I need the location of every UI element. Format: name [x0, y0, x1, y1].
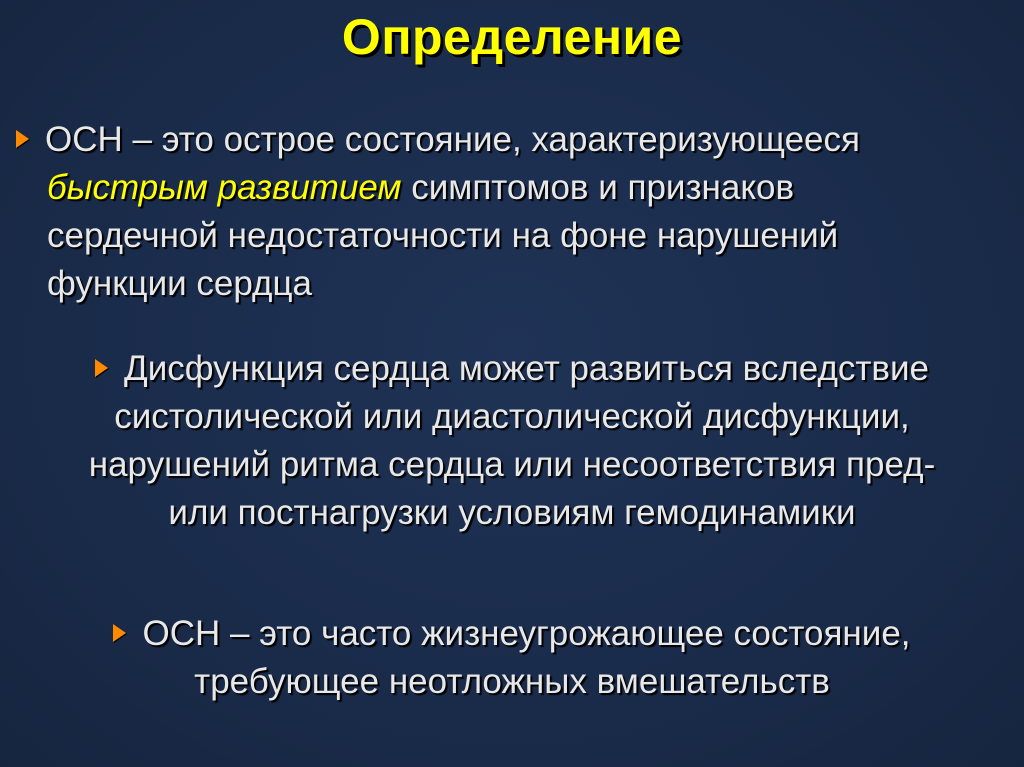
paragraph-2-line-2: систолической или диастолической дисфункции,	[114, 397, 910, 436]
paragraph-3-line-2: требующее неотложных вмешательств	[194, 662, 830, 701]
paragraph-1-line-4: функции сердца	[47, 264, 312, 303]
accent-text: быстрым развитием	[47, 168, 402, 207]
paragraph-2-line-1	[0, 345, 1024, 393]
arrow-bullet-icon	[113, 624, 126, 642]
paragraph-2-line-1-text: Дисфункция сердца может развиться вследствие	[123, 349, 930, 388]
paragraph-1-line-1	[16, 116, 1016, 164]
paragraph-1-line-2-text: симптомов и признаков	[401, 168, 795, 207]
paragraph-2-line-4: или постнагрузки условиям гемодинамики	[168, 493, 856, 532]
slide-title: Определение	[341, 9, 683, 65]
arrow-bullet-icon	[95, 359, 108, 377]
paragraph-3-line-1-text: ОСН – это часто жизнеугрожающее состояние,	[142, 614, 911, 653]
paragraph-1-line-2	[16, 164, 1016, 212]
bullet-paragraph-3	[0, 610, 1024, 706]
paragraph-1-line-3: сердечной недостаточности на фоне нарушений	[47, 216, 839, 255]
bullet-paragraph-1	[16, 116, 1016, 308]
paragraph-1-line-1-text: ОСН – это острое состояние, характеризующееся	[45, 120, 860, 159]
paragraph-2-line-3: нарушений ритма сердца или несоответствия пред-	[88, 445, 936, 484]
paragraph-3-line-1	[0, 610, 1024, 658]
arrow-bullet-icon	[16, 130, 29, 148]
bullet-paragraph-2	[0, 345, 1024, 537]
